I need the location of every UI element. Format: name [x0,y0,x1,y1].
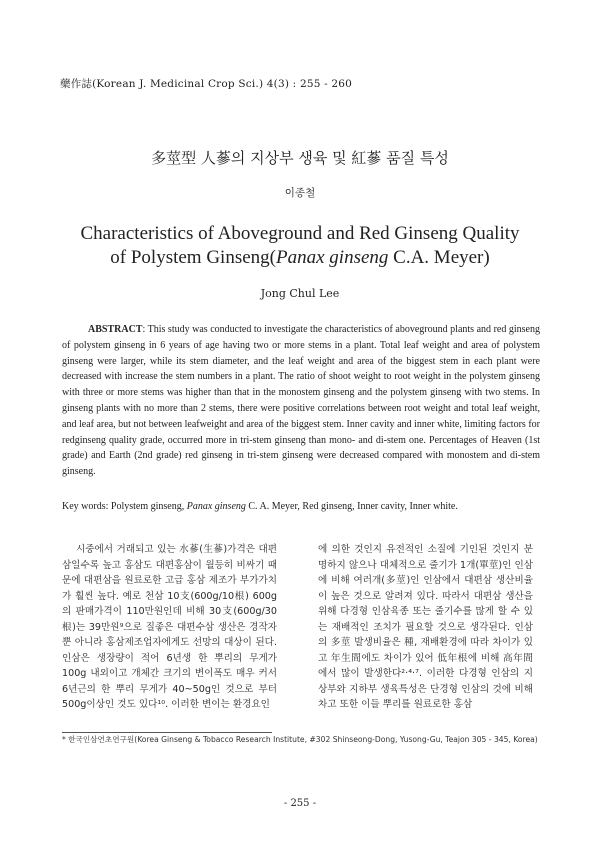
species-name: Panax ginseng [276,247,389,268]
footnote: * 한국인삼연초연구원(Korea Ginseng & Tobacco Research Institute, #302 Shinseong-Dong, Yusong-Gu, Teajon 305 - 345, Korea) [62,735,538,744]
abstract [62,322,540,480]
body-left-paragraph: 시중에서 거래되고 있는 水蔘(生蔘)가격은 대편삼일수록 높고 홍삼도 대편홍삼이 월등히 비싸기 때문에 대편삼을 원료로한 고급 홍삼 제조가 부가가치가 훨씬 높다. 예로 천삼 10支(600g/10根) 600g의 판매가격이 110만원인데 비해 30支(600g/30根)는 39만원⁹으로 질좋은 대편수삼 생산은 경작자뿐 아니라 홍삼제조업자에게도 선망의 대상이 된다. 인삼은 생장량이 적어 6년생 한 뿌리의 무게가 100g 내외이고 개체간 크기의 변이폭도 매우 커서 6년근의 한 뿌리 무게가 40~50g인 것으로 부터 500g이상인 것도 있다¹⁰. 이러한 변이는 환경요인 [62,544,277,710]
english-author: Jong Chul Lee [260,287,340,300]
english-title-suffix: C.A. Meyer) [388,247,490,268]
keywords-suffix: C. A. Meyer, Red ginseng, Inner cavity, Inner white. [245,501,458,512]
footnote-divider [62,732,272,733]
english-title-prefix: of Polystem Ginseng( [110,247,276,268]
abstract-text: : This study was conducted to investigate the characteristics of aboveground plants and red ginseng of polystem ginseng in 6 years of age having two or more stems in a plant. Total leaf weight and area of polystem ginseng were larger, while its stem diameter, and the leaf weight and area of the biggest stem in each plant were decreased with increase the stem numbers in a plant. The ratio of shoot weight to root weight in the polystem ginseng with three or more stems was higher than that in the monostem ginseng and the polystem ginseng with two stems. In ginseng plants with no more than 2 stems, there were positive correlations between root weight and total leaf weight, and leaf area, but not between leafweight and area of the biggest stem. Inner cavity and inner white, limiting factors for redginseng quality grade, occurred more in tri-stem ginseng than mono- and di-stem one. Percentages of Heaven (1st grade) and Earth (2nd grade) red ginseng in tri-stem ginseng were decreased compared with monostem and di-stem ginseng. [62,324,540,478]
body-right-paragraph: 에 의한 것인지 유전적인 소질에 기인된 것인지 분명하지 않으나 대체적으로 줄기가 1개(單莖)인 인삼에 비해 여러개(多莖)인 인삼에서 대편삼 생산비율이 높은 것으로 알려져 있다. 따라서 대편삼 생산을 위해 다경형 인삼육종 또는 줄기수를 많게 할 수 있는 재배적인 조치가 필요할 것으로 생각된다. 인삼의 多莖 발생비율은 種, 재배환경에 따라 차이가 있고 年生間에도 차이가 있어 低年根에 비해 高年間에서 많이 발생한다²·⁴·⁷. 이러한 다경형 인삼의 지상부와 지하부 생육특성은 단경형 인삼의 것에 비해 차고 또한 이들 뿌리를 원료로한 홍삼 [318,544,533,710]
journal-reference: 藥作誌(Korean J. Medicinal Crop Sci.) 4(3) : 255 - 260 [60,78,353,90]
english-title [40,222,560,270]
keywords-label: Key words [62,501,106,512]
korean-author: 이종철 [284,187,316,199]
english-title-line2 [40,246,560,270]
keywords-species: Panax ginseng [186,501,246,512]
keywords-prefix: : Polystem ginseng, [105,501,187,512]
page-number: - 255 - [283,798,317,809]
body-right-column [318,542,533,713]
keywords [62,500,540,514]
english-title-line1: Characteristics of Aboveground and Red Ginseng Quality [80,223,520,244]
abstract-label: ABSTRACT [88,324,143,335]
korean-title: 多莖型 人蔘의 지상부 생육 및 紅蔘 품질 특성 [151,149,449,167]
body-left-column [62,542,277,713]
